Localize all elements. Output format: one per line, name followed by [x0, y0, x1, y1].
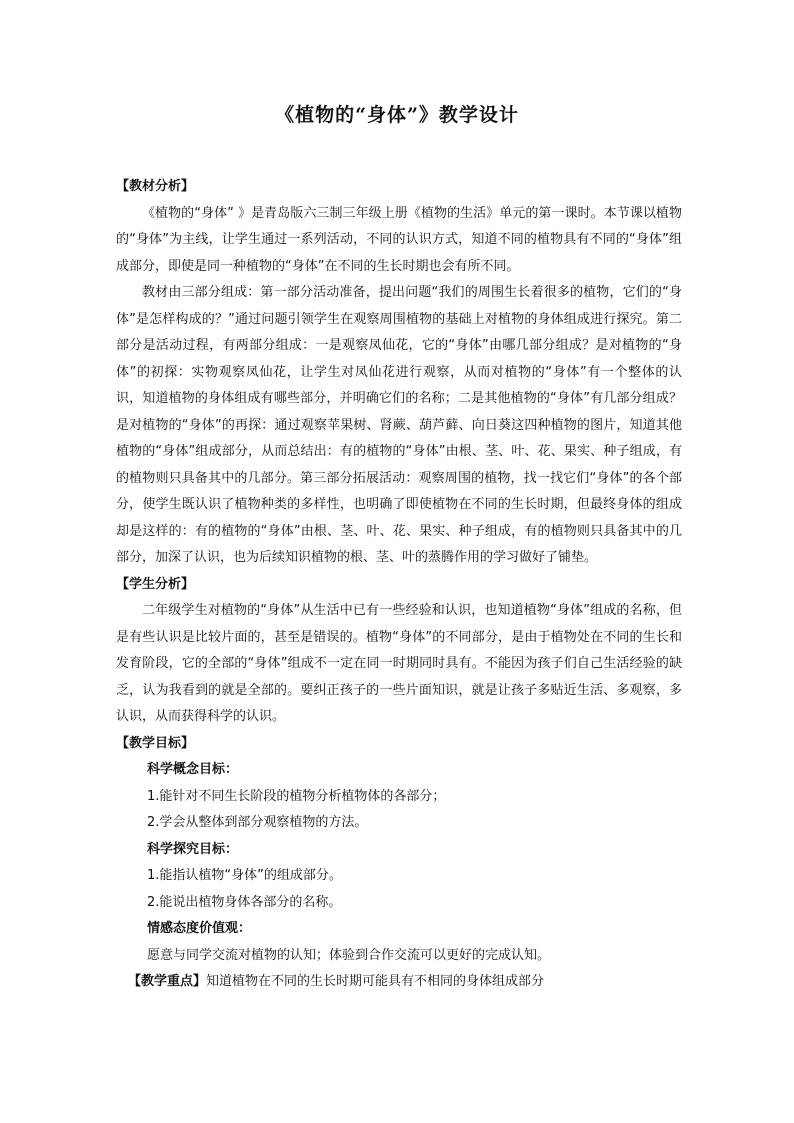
students-paragraph: 二年级学生对植物的“身体”从生活中已有一些经验和认识，也知道植物“身体”组成的名称，但是有些认识是比较片面的，甚至是错误的。植物“身体”的不同部分，是由于植物处在不同的生长和发育阶段，它的全部的“身体”组成不一定在同一时期同时具有。不能因为孩子们自己生活经验的缺乏，认为我看到的就是全部的。要纠正孩子的一些片面知识，就是让孩子多贴近生活、多观察，多认识，从而获得科学的认识。 [116, 603, 682, 724]
textbook-paragraph-1: 《植物的“身体” 》是青岛版六三制三年级上册《植物的生活》单元的第一课时。本节课以植物的“身体”为主线，让学生通过一系列活动，不同的认识方式，知道不同的植物具有不同的“身体”组成部分，即使是同一种植物的“身体”在不同的生长时期也会有所不同。 [116, 205, 682, 274]
concept-goal-heading: 科学概念目标： [147, 762, 239, 777]
section-heading-goals: 【教学目标】 [116, 735, 195, 751]
inquiry-goal-item: 1.能指认植物“身体”的组成部分。 [147, 868, 342, 883]
inquiry-goal-heading: 科学探究目标： [147, 841, 239, 857]
section-heading-keypoint: 【教学重点】 [128, 974, 207, 989]
section-heading-students: 【学生分析】 [116, 576, 195, 592]
section-heading-textbook: 【教材分析】 [116, 179, 195, 194]
concept-goal-item: 1.能针对不同生长阶段的植物分析植物体的各部分； [147, 788, 446, 804]
document-body [116, 174, 682, 996]
attitude-goal-text: 愿意与同学交流对植物的认知；体验到合作交流可以更好的完成认知。 [147, 947, 551, 963]
document-title: 《植物的“身体”》教学设计 [275, 104, 519, 126]
keypoint-line [116, 969, 682, 996]
textbook-paragraph-2: 教材由三部分组成：第一部分活动准备，提出问题“我们的周围生长着很多的植物，它们的“身体”是怎样构成的？”通过问题引领学生在观察周围植物的基础上对植物的身体组成进行探究。第二部分是活动过程，有两部分组成：一是观察凤仙花，它的“身体”由哪几部分组成？是对植物的“身体”的初探：实物观察凤仙花，让学生对凤仙花进行观察，从而对植物的“身体”有一个整体的认识，知道植物的身体组成有哪些部分，并明确它们的名称；二是其他植物的“身体”有几部分组成？是对植物的“身体”的再探：通过观察苹果树、肾蕨、葫芦藓、向日葵这四种植物的图片，知道其他植物的“身体”组成部分，从而总结出：有的植物的“身体”由根、茎、叶、花、果实、种子组成，有的植物则只具备其中的几部分。第三部分拓展活动：观察周围的植物，找一找它们“身体”的各个部分，使学生既认识了植物种类的多样性，也明确了即使植物在不同的生长时期，但最终身体的组成却是这样的：有的植物的“身体”由根、茎、叶、花、果实、种子组成，有的植物则只具备其中的几部分，加深了认识，也为后续知识植物的根、茎、叶的蒸腾作用的学习做好了铺垫。 [116, 285, 682, 565]
attitude-goal-heading: 情感态度价值观： [147, 921, 252, 936]
concept-goal-item: 2.学会从整体到部分观察植物的方法。 [147, 815, 368, 830]
inquiry-goal-item: 2.能说出植物身体各部分的名称。 [147, 894, 342, 910]
keypoint-text: 知道植物在不同的生长时期可能具有不相同的身体组成部分 [206, 974, 545, 989]
